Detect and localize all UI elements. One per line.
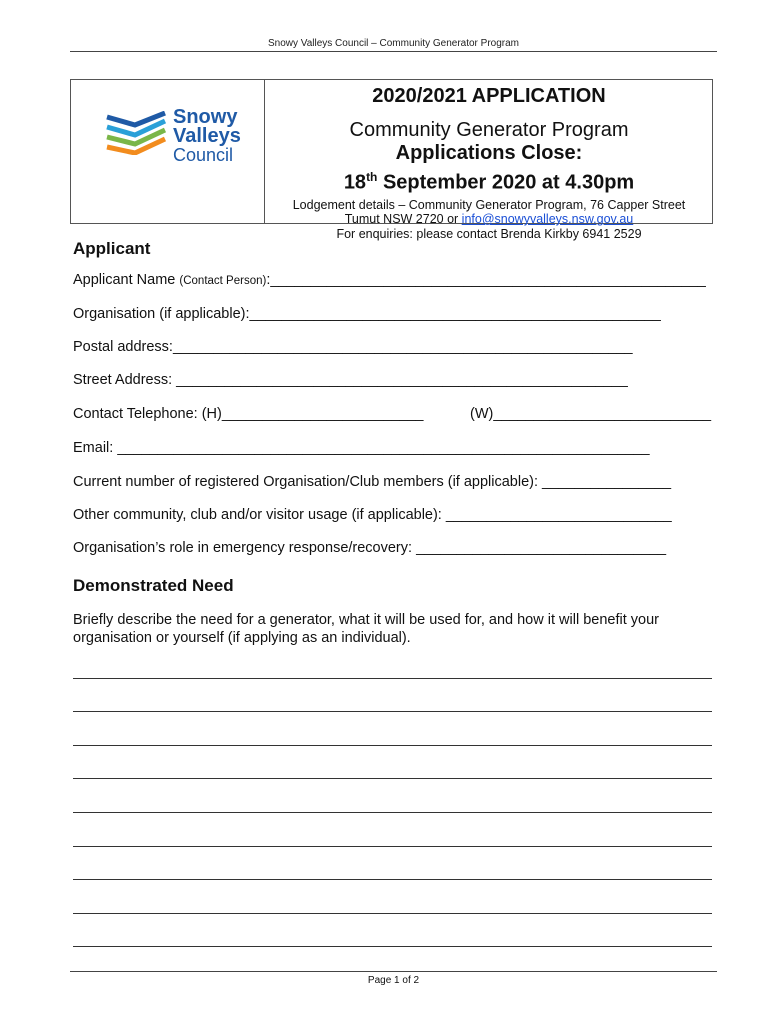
- postal-address-field[interactable]: Postal address:_________________________________________________________: [73, 339, 633, 355]
- deadline-rest: September 2020 at 4.30pm: [377, 171, 635, 194]
- applicant-name-field[interactable]: [73, 272, 706, 288]
- answer-line[interactable]: [73, 778, 712, 779]
- organisation-field[interactable]: Organisation (if applicable):___________________________________________________: [73, 306, 661, 322]
- answer-line[interactable]: [73, 913, 712, 914]
- header-rule: [70, 51, 717, 52]
- applicant-name-blank: :______________________________________________________: [266, 272, 706, 288]
- lodgement-line-1: Lodgement details – Community Generator Program, 76 Capper Street: [292, 197, 686, 212]
- members-count-field[interactable]: Current number of registered Organisation/Club members (if applicable): ________________: [73, 474, 672, 490]
- running-header: Snowy Valleys Council – Community Generator Program: [267, 38, 520, 49]
- answer-line[interactable]: [73, 946, 712, 947]
- logo-word-council: Council: [173, 145, 234, 165]
- lodgement-details: [265, 198, 713, 242]
- page-number: Page 1 of 2: [367, 975, 420, 986]
- logo-wordmark: [173, 108, 241, 165]
- answer-line[interactable]: [73, 879, 712, 880]
- footer-rule: [70, 971, 717, 972]
- answer-line[interactable]: [73, 745, 712, 746]
- street-address-field[interactable]: Street Address: ________________________________________________________: [73, 372, 628, 388]
- deadline-suffix: th: [366, 170, 378, 184]
- telephone-home-field[interactable]: Contact Telephone: (H)_________________________: [73, 406, 424, 422]
- banner-info: [265, 80, 713, 241]
- need-prompt: Briefly describe the need for a generator, what it will be used for, and how it will benefit your organisation or yourself (if applying as an individual).: [73, 612, 659, 646]
- telephone-work-field[interactable]: (W)___________________________: [470, 406, 712, 422]
- applicant-name-label: Applicant Name: [73, 272, 180, 288]
- application-year-title: 2020/2021 APPLICATION: [372, 85, 606, 107]
- lodgement-address: Tumut NSW 2720 or: [344, 212, 462, 227]
- answer-line[interactable]: [73, 812, 712, 813]
- contact-person-note: (Contact Person): [179, 275, 267, 287]
- applicant-heading: Applicant: [73, 239, 151, 258]
- enquiries-line: For enquiries: please contact Brenda Kirkby 6941 2529: [336, 226, 642, 241]
- lodgement-line-2: [265, 212, 713, 227]
- email-link[interactable]: info@snowyvalleys.nsw.gov.au: [461, 212, 634, 227]
- answer-line[interactable]: [73, 678, 712, 679]
- logo-word-snowy: Snowy: [173, 106, 238, 128]
- deadline: [265, 164, 713, 196]
- demonstrated-need-heading: Demonstrated Need: [73, 576, 234, 595]
- usage-field[interactable]: Other community, club and/or visitor usage (if applicable): ____________________________: [73, 507, 672, 523]
- answer-line[interactable]: [73, 711, 712, 712]
- deadline-day: 18: [343, 171, 367, 194]
- logo-word-valleys: Valleys: [173, 125, 241, 147]
- program-name: Community Generator Program: [349, 119, 629, 141]
- council-logo-icon: [105, 111, 171, 155]
- email-field[interactable]: Email: __________________________________________________________________: [73, 440, 650, 456]
- answer-line[interactable]: [73, 846, 712, 847]
- logo-cell: [71, 80, 265, 223]
- emergency-role-field[interactable]: Organisation’s role in emergency response/recovery: _______________________________: [73, 540, 667, 556]
- banner-box: [70, 79, 713, 241]
- applications-close-label: Applications Close:: [395, 142, 583, 164]
